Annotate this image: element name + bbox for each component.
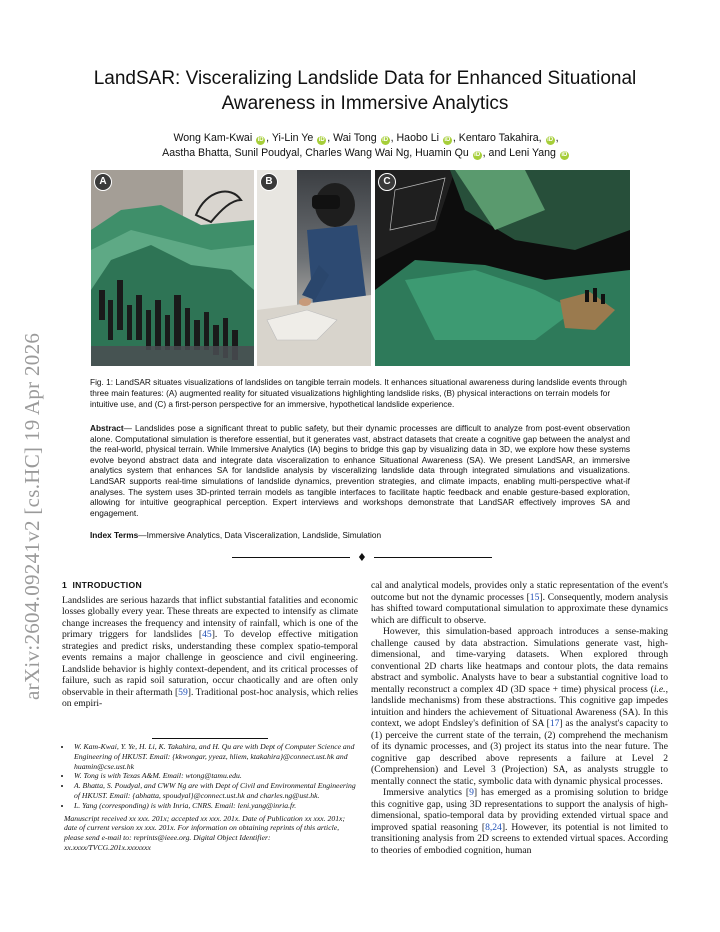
text-run: ]. Traditional post-hoc analysis, which relies on empiri- [62, 686, 359, 709]
section-divider [232, 551, 492, 563]
text-run: Immersive analytics [ [383, 787, 470, 798]
divider-line [232, 557, 350, 558]
orcid-icon[interactable]: iD [561, 152, 568, 158]
citation-link[interactable]: 45 [202, 629, 212, 640]
index-terms [90, 530, 630, 541]
footnote: • W. Kam-Kwai, Y. Ye, H. Li, K. Takahira, and H. Qu are with Dept of Computer Science and Engineering of HKUST. Email: {kkwongar, yyeaz, hliem, ktakahira}@connect.ust.hk and huamin@cse.ust.hk [72, 742, 358, 771]
panel-label-c: C [378, 173, 396, 191]
abstract [90, 423, 630, 518]
figure-panel-b [257, 170, 371, 366]
orcid-icon[interactable]: iD [547, 137, 554, 143]
author-name: Wai Tong [333, 132, 377, 144]
author-name: Kentaro Takahira, [458, 132, 542, 144]
citation-link[interactable]: 8,24 [485, 821, 502, 833]
text-run: ]. To develop effective mitigation strategies and predict risks, understanding these complex spatio-temporal events remains a major challenge in geoscience and civil engineering. Landslide behavior is highly context-dependent, and its critical processes of failure, such as rapid soil saturation, occur chaotically and are often only observable in their aftermath [ [62, 629, 358, 698]
author-name: Haobo Li [396, 132, 439, 144]
footnote-rule [152, 738, 268, 739]
author-name: Yi-Lin Ye [271, 132, 314, 144]
citation-link[interactable]: 9 [469, 787, 474, 798]
first-person-terrain-illustration [375, 170, 630, 366]
paragraph [371, 580, 668, 626]
orcid-icon[interactable]: iD [444, 137, 451, 143]
divider-line [374, 557, 492, 558]
diamond-icon: ♦ [357, 551, 367, 564]
figure-panel-a [91, 170, 254, 366]
figure-caption: Fig. 1: LandSAR situates visualizations of landslides on tangible terrain models. It enhances situational awareness during landslide events through three main features: (A) augmented reality for situated visualizations highlighting landslide risks, (B) physical interactions on terrain models for intuitive use, and (C) a first-person perspective for an immersive, hypothetical landslide experience. [90, 377, 627, 409]
abstract-label: Abstract [90, 423, 124, 433]
panel-label-b: B [260, 173, 278, 191]
user-headset-illustration [257, 170, 371, 366]
text-run: ]. Consequently, modern analysis has shifted toward computational simulation to approximate these dynamics which are difficult to observe. [371, 591, 668, 626]
text-run: , landslide mechanisms) from these abstractions. This cognitive gap impedes intuition and hinders the achievement of Situational Awareness (SA). In this context, we adopt Endsley's definition of SA [ [371, 683, 668, 729]
orcid-icon[interactable]: iD [382, 137, 389, 143]
orcid-icon[interactable]: iD [318, 137, 325, 143]
author-name: , and Leni Yang [482, 147, 556, 159]
citation-link[interactable]: 17 [549, 718, 560, 729]
right-column [371, 580, 668, 856]
text-run: ] has emerged as a promising solution to bridge this cognitive gap, using 3D representations to support the analysis of high-dimensional, spatio-temporal data by providing extended virtual space and improved spatial reasoning [ [371, 787, 668, 833]
paragraph [62, 595, 358, 710]
paragraph [371, 787, 668, 856]
orcid-icon[interactable]: iD [257, 137, 264, 143]
index-terms-label: Index Terms [90, 530, 139, 540]
footnotes [62, 742, 358, 853]
text-run: cal and analytical models, provides only a static representation of the event's outcome but not the dynamic processes [ [371, 580, 668, 603]
italic-abbrev: i.e. [653, 683, 666, 695]
paragraph [371, 626, 668, 787]
arxiv-identifier: arXiv:2604.09241v2 [cs.HC] 19 Apr 2026 [20, 332, 44, 700]
ar-terrain-illustration [91, 170, 254, 366]
panel-label-a: A [94, 173, 112, 191]
author-names: Aastha Bhatta, Sunil Poudyal, Charles Wang Wai Ng, Huamin Qu [162, 147, 469, 159]
section-number: 1 [62, 580, 68, 590]
footnote: • A. Bhatta, S. Poudyal, and CWW Ng are with Dept of Civil and Environmental Engineering of HKUST. Email: {abhatta, spoudyal}@connect.ust.hk and charles.ng@ust.hk. [72, 781, 358, 801]
footnote: • L. Yang (corresponding) is with Inria, CNRS. Email: leni.yang@inria.fr. [72, 801, 358, 811]
text-run: ] as the analyst's capacity to (1) perceive the current state of the terrain, (2) comprehend the mechanism of its dynamic processes, and (3) project its status into the near future. The cognitive gap described above represents a failure at Level 2 (Comprehension) and Level 3 (Projection) SA, as analysts struggle to mentally connect the static, symbolic data with dynamic physical processes. [371, 718, 668, 787]
text-run: ]. However, its potential is not limited to transitioning analysis from 2D screens to extended virtual spaces. According to theories of embodied cognition, human [371, 821, 668, 856]
index-terms-text: —Immersive Analytics, Data Visceralization, Landslide, Simulation [138, 530, 382, 540]
figure-panel-c [375, 170, 630, 366]
left-column [62, 580, 358, 710]
section-title: INTRODUCTION [72, 580, 142, 590]
author-line-1: Wong Kam-Kwai iD , Yi-Lin Ye iD , Wai Tong iD , Haobo Li iD , Kentaro Takahira, iD , [173, 132, 559, 144]
text-run: However, this simulation-based approach introduces a sense-making challenge caused by data abstraction. Simulations generate vast, high-dimensional, and time-varying datasets. When explored through conventional 2D charts like heatmaps and contour plots, the data remains abstract and symbolic. Analysts have to bear a substantial cognitive load to mentally reconstruct a complex 4D (3D space + time) physical process ( [371, 626, 668, 695]
orcid-icon[interactable]: iD [474, 152, 481, 158]
abstract-text: — Landslides pose a significant threat to public safety, but their dynamic processes are difficult to analyze from post-event observation alone. Computational simulation is therefore essential, but it generates vast, abstract datasets that create a cognitive gap between the analyst and the real-world, physical terrain. While Immersive Analytics (IA) begins to bridge this gap by visualizing data in 3D, we explore how these systems evolve beyond abstract data and integrate data visceralization to enhance Situational Awareness (SA). We present LandSAR, an immersive analytics system that enhances SA for landslide analysis by visceralizing landslide data through integrated simulations and visualizations. LandSAR supports real-time simulations of landslide dynamics, prevention strategies, and climate impacts, enabling multi-perspective what-if analyses. The system uses 3D-printed terrain models as tangible interfaces to facilitate haptic feedback and enable gesture-based exploration, allowing for intuitive geographical perception. Expert interviews and workshops demonstrate that LandSAR effectively improves SA and engagement. [90, 423, 630, 518]
footnote: • W. Tong is with Texas A&M. Email: wtong@tamu.edu. [72, 771, 358, 781]
author-name: Wong Kam-Kwai [173, 132, 253, 144]
author-list [96, 131, 636, 161]
text-run: Landslides are serious hazards that inflict substantial fatalities and economic losses globally every year. These threats are expected to intensify as climate change increases the frequency and intensity of rainfall, which is one of the primary triggers for landslides [ [62, 594, 358, 640]
section-heading [62, 580, 358, 592]
citation-link[interactable]: 15 [529, 591, 540, 603]
paper-title: LandSAR: Visceralizing Landslide Data for Enhanced Situational Awareness in Immersive Analytics [93, 68, 637, 114]
citation-link[interactable]: 59 [178, 686, 188, 698]
author-line-2 [96, 146, 636, 161]
publication-info: Manuscript received xx xxx. 201x; accepted xx xxx. 201x. Date of Publication xx xxx. 201x; date of current version xx xxx. 201x. For information on obtaining reprints of this article, please send e-mail to: reprints@ieee.org. Digital Object Identifier: xx.xxxx/TVCG.201x.xxxxxxx [64, 813, 346, 852]
